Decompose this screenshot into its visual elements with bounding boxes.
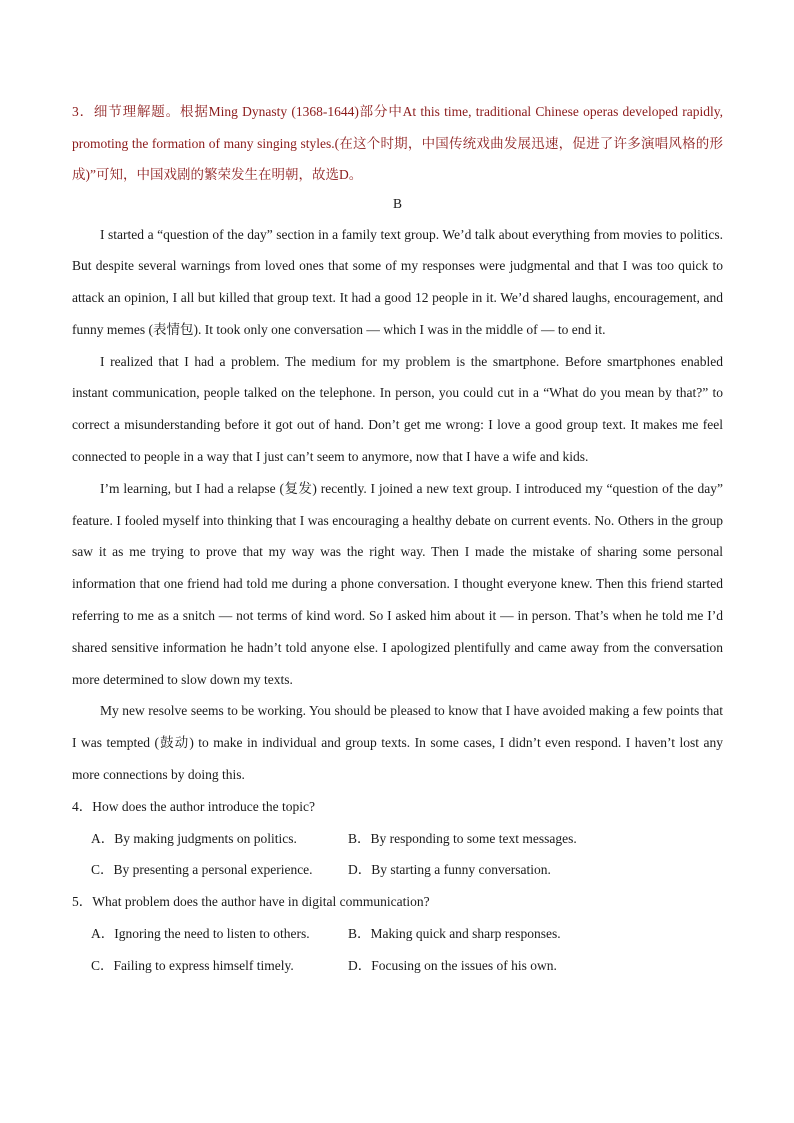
question-stem: 5．What problem does the author have in digital communication?: [72, 894, 430, 910]
document-page: [72, 96, 723, 982]
option-d: D．Focusing on the issues of his own.: [348, 957, 557, 973]
option-row: [72, 950, 723, 982]
question-4: [72, 791, 723, 886]
option-b: B．By responding to some text messages.: [348, 830, 577, 846]
passage-paragraph-3: I’m learning, but I had a relapse (复发) recently. I joined a new text group. I introduced my “question of the day” feature. I fooled myself into thinking that I was encouraging a healthy debate on current events. No. Others in the group saw it as me trying to prove that my way was the right way. Then I made the mistake of sharing some personal information that one friend had told me during a phone conversation. I thought everyone knew. Then this friend started referring to me as a snitch — not terms of kind word. So I asked him about it — in person. That’s when he told me I’d shared sensitive information he hadn’t told anyone else. I apologized plentifully and came away from the conversation more determined to slow down my texts.: [72, 480, 723, 687]
option-b: B．Making quick and sharp responses.: [348, 926, 561, 942]
option-a: A．By making judgments on politics.: [91, 830, 297, 846]
passage-paragraph-4: My new resolve seems to be working. You should be pleased to know that I have avoided making a few points that I was tempted (鼓动) to make in individual and group texts. In some cases, I didn’t even respond. I haven’t lost any more connections by doing this.: [72, 703, 723, 783]
option-d: D．By starting a funny conversation.: [348, 862, 551, 878]
option-a: A．Ignoring the need to listen to others.: [91, 926, 310, 942]
answer-explanation: 3．细节理解题。根据Ming Dynasty (1368-1644)部分中At this time, traditional Chinese operas developed rapidly, promoting the formation of many singing styles.(在这个时期，中国传统戏曲发展迅速，促进了许多演唱风格的形成)”可知，中国戏剧的繁荣发生在明朝，故选D。: [72, 104, 723, 182]
passage-paragraph-2: I realized that I had a problem. The medium for my problem is the smartphone. Before smartphones enabled instant communication, people talked on the telephone. In person, you could cut in a “What do you mean by that?” to correct a misunderstanding before it got out of hand. Don’t get me wrong: I love a good group text. It makes me feel connected to people in a way that I just can’t seem to anymore, now that I have a wife and kids.: [72, 353, 723, 465]
option-c: C．By presenting a personal experience.: [91, 862, 313, 878]
option-c: C．Failing to express himself timely.: [91, 957, 294, 973]
passage: [72, 219, 723, 791]
passage-paragraph-1: I started a “question of the day” section in a family text group. We’d talk about everything from movies to politics. But despite several warnings from loved ones that some of my responses were judgmental and that I was too quick to attack an opinion, I all but killed that group text. It had a good 12 people in it. We’d shared laughs, encouragement, and funny memes (表情包). It took only one conversation — which I was in the middle of — to end it.: [72, 226, 723, 337]
option-row: [72, 854, 723, 886]
question-stem: 4．How does the author introduce the topic?: [72, 798, 315, 814]
option-row: [72, 918, 723, 950]
section-heading: B: [392, 195, 402, 211]
question-5: [72, 886, 723, 981]
option-row: [72, 823, 723, 855]
